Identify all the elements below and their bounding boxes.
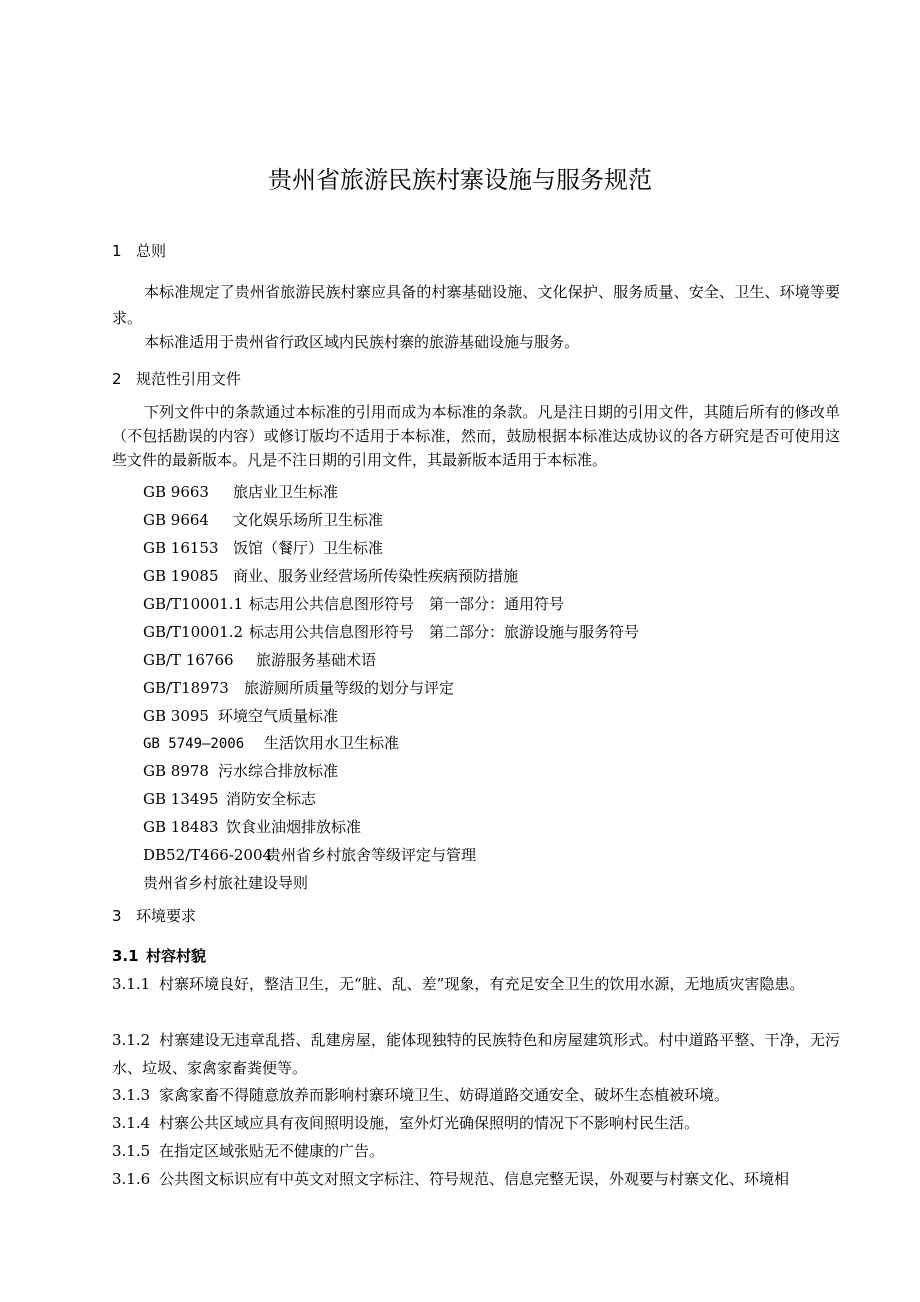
section-2-heading: [112, 369, 241, 389]
reference-code: GB/T 16766: [143, 651, 234, 669]
reference-name: 标志用公共信息图形符号 第二部分：旅游设施与服务符号: [249, 623, 640, 641]
reference-item: [143, 873, 308, 893]
reference-item: [143, 650, 376, 670]
reference-code: GB 9664: [143, 511, 209, 529]
paragraph: 本标准适用于贵州省行政区域内民族村寨的旅游基础设施与服务。: [144, 333, 580, 351]
reference-item: [143, 538, 383, 558]
subsection-3-1-heading: [112, 946, 206, 966]
section-number: 3: [112, 907, 122, 925]
reference-name: 文化娱乐场所卫生标准: [233, 511, 384, 529]
reference-item: [143, 482, 338, 502]
clause-3-1-3: [112, 1081, 840, 1109]
reference-code: GB 3095: [143, 707, 209, 725]
reference-name: 生活饮用水卫生标准: [264, 734, 400, 752]
section-number: 2: [112, 370, 122, 388]
clause-text: 村寨建设无违章乱搭、乱建房屋，能体现独特的民族特色和房屋建筑形式。村中道路平整、干净，无污水、垃圾、家禽家畜粪便等。: [112, 1031, 840, 1077]
section-1-heading: [112, 241, 166, 261]
reference-name: 贵州省乡村旅舍等级评定与管理: [266, 846, 477, 864]
reference-item: [143, 733, 399, 754]
reference-code: GB 19085: [143, 567, 219, 585]
clause-text: 公共图文标识应有中英文对照文字标注、符号规范、信息完整无误，外观要与村寨文化、环境相: [159, 1170, 790, 1188]
clause-text: 家禽家畜不得随意放养而影响村寨环境卫生、妨碍道路交通安全、破坏生态植被环境。: [159, 1086, 730, 1104]
reference-item: [143, 761, 338, 781]
reference-item: [143, 510, 383, 530]
reference-item: [143, 845, 476, 865]
reference-code: GB/T10001.2: [143, 623, 244, 641]
clause-number: 3.1.1: [112, 975, 151, 993]
clause-3-1-6: [112, 1165, 840, 1193]
page-title: 贵州省旅游民族村寨设施与服务规范: [268, 166, 652, 194]
reference-item: [143, 566, 518, 586]
reference-code: GB 8978: [143, 762, 209, 780]
clause-number: 3.1.5: [112, 1142, 151, 1160]
reference-code: GB 9663: [143, 483, 209, 501]
reference-code: GB 13495: [143, 790, 219, 808]
reference-code: GB 5749—2006: [143, 736, 245, 752]
subsection-number: 3.1: [112, 947, 139, 965]
paragraph: 本标准规定了贵州省旅游民族村寨应具备的村寨基础设施、文化保护、服务质量、安全、卫生、环境等要求。: [112, 283, 840, 327]
reference-name: 饭馆（餐厅）卫生标准: [233, 539, 384, 557]
section-3-heading: [112, 906, 196, 926]
clause-3-1-5: [112, 1137, 840, 1165]
clause-3-1-4: [112, 1109, 840, 1137]
reference-item: [143, 789, 316, 809]
reference-name: 旅游厕所质量等级的划分与评定: [244, 679, 455, 697]
reference-name: 贵州省乡村旅社建设导则: [143, 874, 309, 892]
section-number: 1: [112, 242, 122, 260]
clause-number: 3.1.2: [112, 1031, 151, 1049]
reference-name: 旅店业卫生标准: [233, 483, 339, 501]
clause-text: 村寨环境良好，整洁卫生，无“脏、乱、差”现象，有充足安全卫生的饮用水源，无地质灾害隐患。: [159, 975, 805, 993]
reference-item: [143, 622, 639, 642]
clause-3-1-1: [112, 970, 840, 998]
clause-text: 村寨公共区域应具有夜间照明设施，室外灯光确保照明的情况下不影响村民生活。: [159, 1114, 700, 1132]
reference-item: [143, 678, 454, 698]
reference-name: 标志用公共信息图形符号 第一部分：通用符号: [249, 595, 565, 613]
clause-number: 3.1.4: [112, 1114, 151, 1132]
reference-name: 饮食业油烟排放标准: [226, 818, 362, 836]
clause-number: 3.1.6: [112, 1170, 151, 1188]
section-title: 环境要求: [136, 907, 197, 925]
reference-item: [143, 817, 361, 837]
reference-name: 污水综合排放标准: [218, 762, 339, 780]
reference-name: 消防安全标志: [226, 790, 317, 808]
reference-name: 商业、服务业经营场所传染性疾病预防措施: [233, 567, 519, 585]
reference-code: GB/T18973: [143, 679, 229, 697]
subsection-title: 村容村貌: [146, 947, 207, 965]
paragraph: 下列文件中的条款通过本标准的引用而成为本标准的条款。凡是注日期的引用文件，其随后所有的修改单（不包括勘误的内容）或修订版均不适用于本标准，然而，鼓励根据本标准达成协议的各方研究是否可使用这些文件的最新版本。凡是不注日期的引用文件，其最新版本适用于本标准。: [112, 403, 840, 469]
reference-code: GB 16153: [143, 539, 219, 557]
section-title: 总则: [136, 242, 167, 260]
clause-number: 3.1.3: [112, 1086, 151, 1104]
reference-item: [143, 594, 564, 614]
clause-text: 在指定区域张贴无不健康的广告。: [159, 1142, 385, 1160]
reference-code: GB/T10001.1: [143, 595, 244, 613]
reference-item: [143, 706, 338, 726]
reference-code: GB 18483: [143, 818, 219, 836]
section-title: 规范性引用文件: [136, 370, 242, 388]
clause-3-1-2: [112, 1026, 840, 1082]
reference-name: 环境空气质量标准: [218, 707, 339, 725]
reference-name: 旅游服务基础术语: [256, 651, 377, 669]
reference-code: DB52/T466-2004: [143, 846, 273, 864]
